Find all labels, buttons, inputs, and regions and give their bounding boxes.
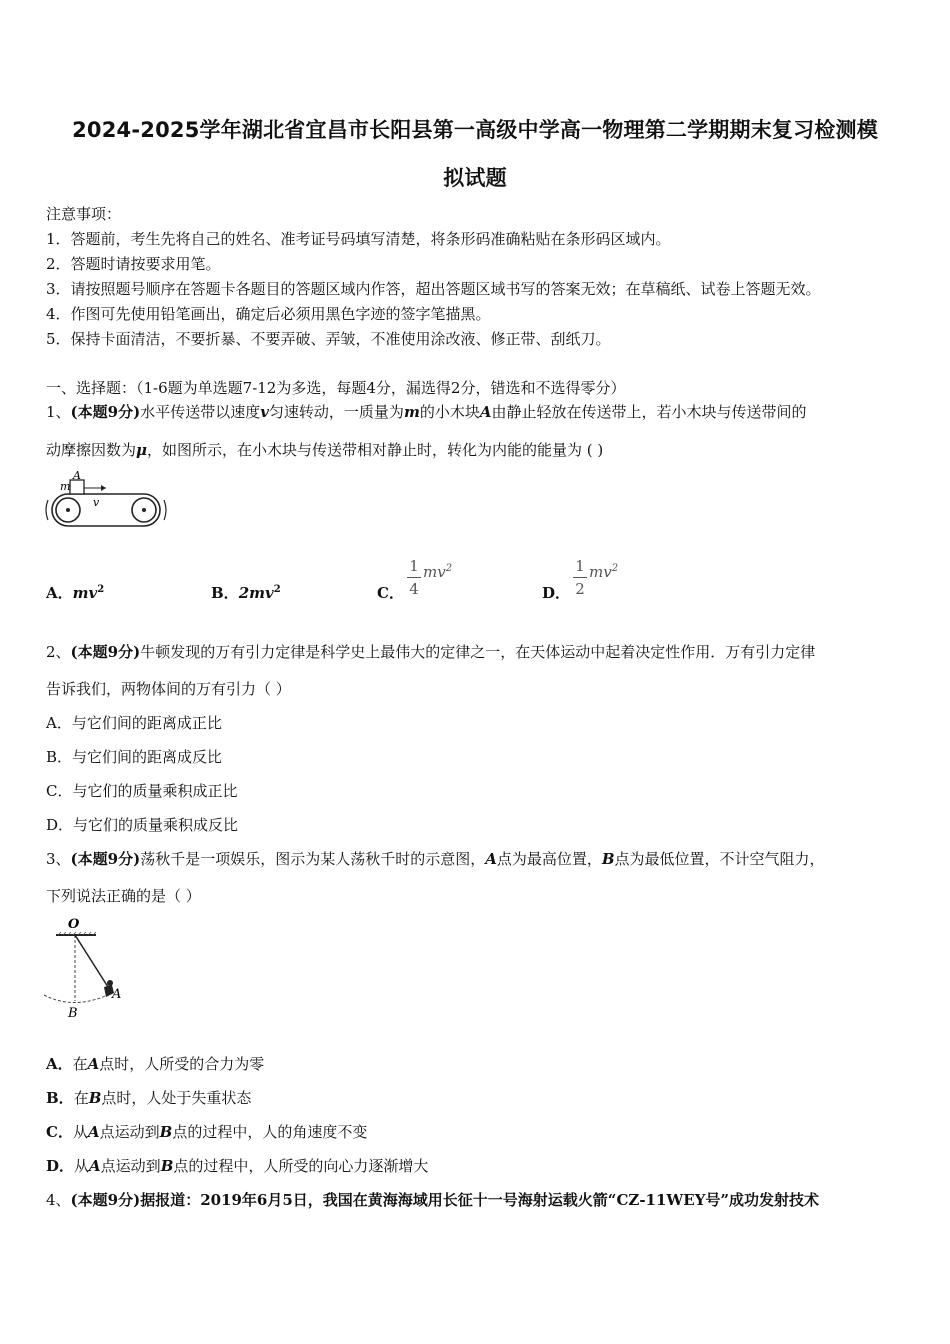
q3-option-c[interactable] [46,1121,367,1142]
option-text: 点时，人所受的合力为零 [99,1055,265,1073]
option-point: B [88,1089,102,1107]
q2-option-b[interactable]: B．与它们间的距离成反比 [46,748,223,766]
q4-line-1 [46,1189,819,1210]
section-heading: 一、选择题：（1-6题为单选题7-12为多选，每题4分，漏选得2分，错选和不选得零分） [46,379,626,397]
q1-text-4: 由静止轻放在传送带上，若小木块与传送带间的 [491,403,807,421]
block-A [70,480,84,494]
velocity-arrowhead [101,485,106,491]
q1-number: 1、 [46,403,71,421]
q1-line-1 [46,401,806,422]
option-point: A [89,1157,101,1175]
option-label: D． [46,1157,75,1175]
q1-text-6: ，如图所示，在小木块与传送带相对静止时，转化为内能的能量为 ( ) [147,441,604,459]
left-axle [66,508,70,512]
q3-text-3: 点为最低位置，不计空气阻力， [614,850,825,868]
q3-option-d[interactable] [46,1155,428,1176]
q1-text-2: 匀速转动，一质量为 [268,403,404,421]
option-d-numerator: 1 [575,557,585,575]
q3-option-a[interactable] [46,1053,264,1074]
q2-option-a[interactable]: A．与它们间的距离成正比 [46,714,222,732]
q1-text-1: 水平传送带以速度 [140,403,261,421]
option-b-value: 2mv [238,584,274,602]
option-a-exp: 2 [97,584,105,595]
swing-arc [44,993,112,1003]
q4-number: 4、 [46,1191,71,1209]
option-point: B [159,1123,173,1141]
fig-label-A: A [112,987,122,1002]
swing-rope [75,935,108,987]
q3-line-1 [46,848,825,869]
q1-text-5: 动摩擦因数为 [46,441,137,459]
option-a-label: A． [46,584,73,602]
q1-score: (本题9分) [70,403,141,421]
fig-label-O: O [68,917,80,932]
option-d-mv: mv [589,563,612,581]
option-text: 点的过程中，人的角速度不变 [172,1123,368,1141]
option-c-exp: 2 [445,563,453,574]
fig-label-m: m [60,480,71,493]
fraction-bar [573,577,587,578]
option-text: 点运动到 [100,1157,161,1175]
q3-line-2: 下列说法正确的是（ ） [46,887,201,905]
notice-item-1: 1．答题前，考生先将自己的姓名、准考证号码填写清楚，将条形码准确粘贴在条形码区域内。 [46,230,671,248]
option-point: A [87,1055,100,1073]
q1-conveyor-figure [40,468,170,530]
q2-text-1: 牛顿发现的万有引力定律是科学史上最伟大的定律之一，在天体运动中起着决定性作用．万有引力定律 [140,643,816,661]
q1-option-d[interactable] [542,582,570,603]
q3-score: (本题9分) [70,850,141,868]
conveyor-belt [46,494,166,526]
notice-item-3: 3．请按照题号顺序在答题卡各题目的答题区域内作答，超出答题区域书写的答案无效；在草稿纸、试卷上答题无效。 [46,280,821,298]
right-axle [142,508,146,512]
q1-option-c[interactable] [377,582,404,603]
q4-text: 据报道：2019年6月5日，我国在黄海海域用长征十一号海射运载火箭“CZ-11WEY号”成功发射技术 [140,1191,820,1209]
notice-item-2: 2．答题时请按要求用笔。 [46,255,221,273]
option-text: 从 [72,1123,88,1141]
option-text: 点的过程中，人所受的向心力逐渐增大 [173,1157,429,1175]
option-d-denominator: 2 [575,580,585,598]
option-text: 在 [73,1089,89,1107]
notice-item-5: 5．保持卡面清洁，不要折暴、不要弄破、弄皱，不准使用涂改液、修正带、刮纸刀。 [46,330,611,348]
option-point: B [160,1157,174,1175]
q1-var-m: m [403,403,420,421]
option-d-fraction [573,557,619,598]
q3-text-1: 荡秋千是一项娱乐，图示为某人荡秋千时的示意图， [140,850,486,868]
option-text: 在 [72,1055,88,1073]
option-text: 点时，人处于失重状态 [101,1089,252,1107]
q3-number: 3、 [46,850,71,868]
q1-var-v: v [260,403,269,421]
option-label: C． [46,1123,73,1141]
q2-line-1 [46,641,815,662]
option-c-numerator: 1 [409,557,419,575]
q3-swing-figure [40,913,130,1023]
q2-option-d[interactable]: D．与它们的质量乘积成反比 [46,816,239,834]
option-c-label: C． [377,584,404,602]
q1-var-mu: μ [136,441,147,459]
option-point: A [87,1123,100,1141]
fig-label-A: A [73,469,81,482]
title-line-2: 拟试题 [443,166,507,190]
option-b-label: B． [211,584,239,602]
option-d-label: D． [542,584,571,602]
notice-heading: 注意事项： [46,205,122,223]
option-label: B． [46,1089,74,1107]
q1-text-3: 的小木块 [419,403,480,421]
q3-text-2: 点为最高位置， [496,850,602,868]
person-head [107,980,113,986]
q2-line-2: 告诉我们，两物体间的万有引力（ ） [46,680,291,698]
option-b-exp: 2 [273,584,281,595]
fraction-bar [407,577,421,578]
notice-item-4: 4．作图可先使用铅笔画出，确定后必须用黑色字迹的签字笔描黑。 [46,305,491,323]
option-label: A． [46,1055,73,1073]
option-c-fraction [407,557,453,598]
q3-option-b[interactable] [46,1087,251,1108]
q2-number: 2、 [46,643,71,661]
option-text: 点运动到 [99,1123,160,1141]
q3-var-B: B [601,850,615,868]
option-c-denominator: 4 [409,580,419,598]
option-c-mv: mv [423,563,446,581]
title-line-1: 2024-2025学年湖北省宜昌市长阳县第一高级中学高一物理第二学期期末复习检测模 [72,118,878,142]
option-text: 从 [74,1157,90,1175]
q1-option-b[interactable] [211,582,281,603]
q4-score: (本题9分) [70,1191,141,1209]
fig-label-v: v [93,496,100,509]
q3-var-A: A [485,850,497,868]
q1-line-2 [46,439,603,460]
q1-var-A: A [479,403,492,421]
q1-option-a[interactable] [46,582,104,603]
fig-label-B: B [68,1006,78,1021]
q2-score: (本题9分) [70,643,141,661]
option-a-value: mv [72,584,98,602]
option-d-exp: 2 [611,563,619,574]
q2-option-c[interactable]: C．与它们的质量乘积成正比 [46,782,238,800]
